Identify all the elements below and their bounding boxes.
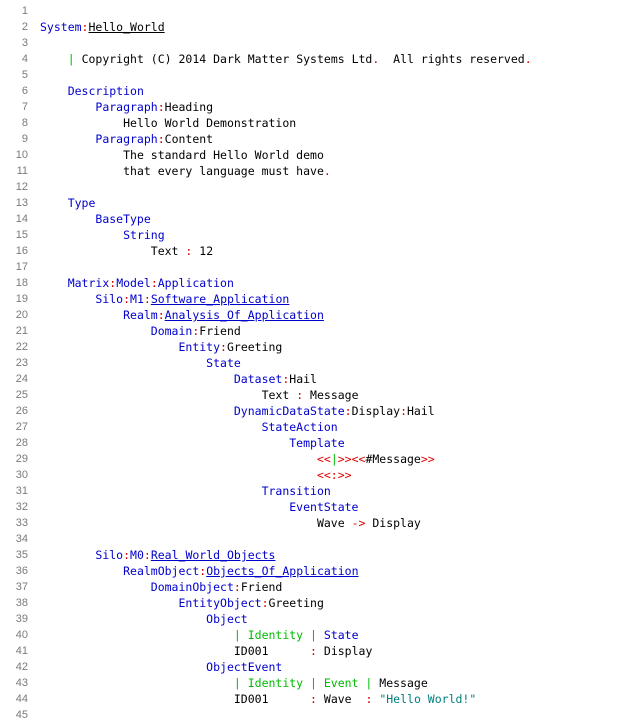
line-number: 23	[15, 357, 28, 369]
code-line[interactable]	[40, 659, 617, 675]
code-token: All rights reserved	[379, 52, 525, 66]
code-token: :	[282, 372, 290, 386]
code-line[interactable]	[40, 371, 617, 387]
code-line[interactable]	[40, 51, 617, 67]
line-number: 1	[21, 5, 28, 17]
code-token	[40, 132, 95, 146]
code-line[interactable]	[40, 3, 617, 19]
code-line[interactable]	[40, 163, 617, 179]
code-token	[40, 116, 123, 130]
code-area[interactable]	[40, 3, 617, 723]
code-token: Hail	[407, 404, 435, 418]
code-token	[40, 356, 206, 370]
code-token: M1	[130, 292, 144, 306]
code-token	[40, 660, 206, 674]
code-token: M0	[130, 548, 144, 562]
code-token: #Message	[365, 452, 421, 466]
code-token: Silo	[95, 292, 124, 306]
code-token: Display	[316, 644, 373, 658]
code-line[interactable]	[40, 115, 617, 131]
code-token	[40, 52, 68, 66]
line-number: 21	[15, 325, 28, 337]
code-token: The standard Hello World demo	[123, 148, 324, 162]
code-line[interactable]	[40, 35, 617, 51]
line-number: 33	[15, 517, 28, 529]
code-token	[40, 372, 234, 386]
line-number: 31	[15, 485, 28, 497]
code-token: :	[261, 596, 269, 610]
code-token: Wave	[316, 516, 352, 530]
code-token: Greeting	[226, 340, 283, 354]
code-line[interactable]	[40, 531, 617, 547]
line-number: 18	[15, 277, 28, 289]
code-token: :	[220, 340, 227, 354]
code-token: :	[109, 276, 117, 290]
code-token	[40, 676, 234, 690]
line-number: 14	[15, 213, 28, 225]
code-token: Display	[365, 516, 421, 530]
code-line[interactable]	[40, 83, 617, 99]
code-line[interactable]	[40, 291, 617, 307]
code-token: Software_Application	[150, 292, 290, 306]
line-number: 38	[15, 597, 28, 609]
code-token	[40, 596, 178, 610]
code-line[interactable]	[40, 195, 617, 211]
code-token	[40, 388, 262, 402]
line-number: 24	[15, 373, 28, 385]
line-number: 17	[15, 261, 28, 273]
code-token	[40, 308, 123, 322]
code-token: Type	[67, 196, 96, 210]
code-token: :	[185, 244, 193, 258]
line-number: 35	[15, 549, 28, 561]
line-number: 4	[21, 53, 28, 65]
code-token: ID001	[233, 692, 311, 706]
line-number: 41	[15, 645, 28, 657]
code-token: DynamicDataState	[233, 404, 345, 418]
code-line[interactable]	[40, 67, 617, 83]
code-line[interactable]	[40, 387, 617, 403]
code-token	[40, 628, 234, 642]
code-token	[40, 484, 262, 498]
line-number: 37	[15, 581, 28, 593]
code-token	[40, 340, 178, 354]
code-token	[40, 196, 68, 210]
code-token: :	[365, 692, 373, 706]
code-token: :	[150, 276, 158, 290]
code-token: Template	[289, 436, 345, 450]
code-token: :	[400, 404, 407, 418]
code-line[interactable]	[40, 275, 617, 291]
code-token	[40, 228, 123, 242]
code-token: Paragraph	[95, 100, 158, 114]
code-token	[40, 452, 317, 466]
code-line[interactable]	[40, 211, 617, 227]
code-token	[40, 692, 234, 706]
line-number: 13	[15, 197, 28, 209]
code-line[interactable]	[40, 627, 617, 643]
code-token: State	[206, 356, 241, 370]
code-token: Matrix	[67, 276, 110, 290]
code-token: BaseType	[95, 212, 151, 226]
code-token: Heading	[164, 100, 214, 114]
code-token: EntityObject	[178, 596, 262, 610]
code-token: Hello World Demonstration	[123, 116, 297, 130]
code-token	[40, 148, 123, 162]
code-token	[40, 164, 123, 178]
code-token	[40, 548, 95, 562]
code-token: Transition	[261, 484, 331, 498]
code-token	[40, 644, 234, 658]
code-line[interactable]	[40, 307, 617, 323]
code-token: :	[192, 324, 200, 338]
code-token: :	[143, 548, 151, 562]
line-number: 3	[21, 37, 28, 49]
code-token: String	[123, 228, 165, 242]
code-token	[40, 292, 95, 306]
code-token: Model	[116, 276, 151, 290]
code-token: :	[157, 308, 165, 322]
line-number: 7	[21, 101, 28, 113]
line-number: 10	[15, 149, 28, 161]
code-token: Analysis_Of_Application	[164, 308, 324, 322]
code-line[interactable]	[40, 339, 617, 355]
code-token	[40, 212, 95, 226]
code-token: Object	[206, 612, 248, 626]
code-token: :	[123, 292, 131, 306]
code-token: Realm	[123, 308, 158, 322]
line-number: 2	[21, 21, 28, 33]
line-number: 16	[15, 245, 28, 257]
code-token	[40, 580, 151, 594]
code-line[interactable]	[40, 131, 617, 147]
code-token: >>	[420, 452, 435, 466]
code-token: Text	[261, 388, 297, 402]
code-token: Friend	[240, 580, 283, 594]
code-token: RealmObject	[123, 564, 200, 578]
code-token: :	[157, 132, 165, 146]
code-token	[40, 404, 234, 418]
code-token: Wave	[316, 692, 366, 706]
code-token: ObjectEvent	[206, 660, 283, 674]
code-token: Objects_Of_Application	[206, 564, 359, 578]
code-token: State	[316, 628, 359, 642]
line-number: 45	[15, 709, 28, 721]
code-token: <<	[316, 452, 331, 466]
line-number: 39	[15, 613, 28, 625]
code-line[interactable]	[40, 243, 617, 259]
code-line[interactable]	[40, 323, 617, 339]
code-token: Silo	[95, 548, 124, 562]
code-line[interactable]	[40, 355, 617, 371]
line-number: 27	[15, 421, 28, 433]
line-number: 36	[15, 565, 28, 577]
code-line[interactable]	[40, 595, 617, 611]
code-token: StateAction	[261, 420, 338, 434]
code-token: | Identity |	[233, 628, 317, 642]
line-number: 40	[15, 629, 28, 641]
code-token: :	[233, 580, 241, 594]
code-token: Message	[303, 388, 359, 402]
line-number: 8	[21, 117, 28, 129]
line-number: 28	[15, 437, 28, 449]
code-token: :	[344, 404, 352, 418]
code-token: :	[81, 20, 89, 34]
code-token: <<:>>	[316, 468, 352, 482]
code-token: "Hello World!"	[379, 692, 477, 706]
code-token: Hail	[289, 372, 317, 386]
code-token: Greeting	[268, 596, 324, 610]
code-token: :	[310, 692, 317, 706]
line-number: 11	[16, 165, 28, 177]
line-number: 6	[21, 85, 28, 97]
code-token: :	[310, 644, 317, 658]
code-token: Message	[372, 676, 428, 690]
code-line[interactable]	[40, 515, 617, 531]
code-token	[40, 420, 262, 434]
line-number: 20	[15, 309, 28, 321]
line-number: 34	[15, 533, 28, 545]
code-token: | Identity | Event |	[233, 676, 373, 690]
code-token: Paragraph	[95, 132, 158, 146]
code-token: .	[372, 52, 380, 66]
code-line[interactable]	[40, 707, 617, 723]
line-number: 44	[15, 693, 28, 705]
code-token	[40, 84, 68, 98]
line-number: 32	[15, 501, 28, 513]
code-token	[40, 612, 206, 626]
code-line[interactable]	[40, 499, 617, 515]
code-line[interactable]	[40, 435, 617, 451]
code-token: :	[157, 100, 165, 114]
code-token: ->	[351, 516, 366, 530]
code-token: EventState	[289, 500, 359, 514]
code-token	[40, 244, 151, 258]
line-number: 42	[15, 661, 28, 673]
code-line[interactable]	[40, 99, 617, 115]
code-token: Copyright (C) 2014 Dark Matter Systems Ltd	[74, 52, 373, 66]
code-token: :	[296, 388, 304, 402]
code-token: System	[40, 20, 82, 34]
code-token: :	[123, 548, 131, 562]
code-token: :	[143, 292, 151, 306]
code-line[interactable]	[40, 547, 617, 563]
code-line[interactable]	[40, 227, 617, 243]
line-number: 15	[15, 229, 28, 241]
code-line[interactable]	[40, 467, 617, 483]
code-line[interactable]	[40, 451, 617, 467]
code-line[interactable]	[40, 579, 617, 595]
line-number: 26	[15, 405, 28, 417]
code-line[interactable]	[40, 419, 617, 435]
code-token: |	[330, 452, 338, 466]
code-line[interactable]	[40, 691, 617, 707]
code-token	[40, 436, 289, 450]
code-token: Friend	[199, 324, 241, 338]
code-token: Text	[150, 244, 186, 258]
code-line[interactable]	[40, 483, 617, 499]
line-number: 5	[21, 69, 28, 81]
code-token: Domain	[150, 324, 193, 338]
code-token: 12	[192, 244, 214, 258]
line-number: 29	[15, 453, 28, 465]
code-token: >><<	[337, 452, 366, 466]
code-token: Entity	[178, 340, 221, 354]
code-token: .	[323, 164, 331, 178]
line-number: 19	[15, 293, 28, 305]
code-line[interactable]	[40, 563, 617, 579]
line-number: 12	[15, 181, 28, 193]
code-line[interactable]	[40, 403, 617, 419]
code-token: Display	[351, 404, 401, 418]
code-token	[40, 468, 317, 482]
code-token: Description	[67, 84, 144, 98]
code-token: Application	[157, 276, 234, 290]
code-line[interactable]	[40, 611, 617, 627]
line-number-gutter	[0, 3, 28, 723]
code-token: |	[67, 52, 75, 66]
line-number: 25	[15, 389, 28, 401]
line-number: 43	[15, 677, 28, 689]
code-line[interactable]	[40, 179, 617, 195]
line-number: 22	[15, 341, 28, 353]
code-token: .	[524, 52, 532, 66]
code-token: Content	[164, 132, 214, 146]
code-line[interactable]	[40, 675, 617, 691]
code-token: Real_World_Objects	[150, 548, 276, 562]
code-token	[40, 276, 68, 290]
code-token: ID001	[233, 644, 311, 658]
line-number: 30	[15, 469, 28, 481]
code-line[interactable]	[40, 147, 617, 163]
code-token	[40, 564, 123, 578]
code-token	[40, 500, 289, 514]
code-token: Hello_World	[88, 20, 165, 34]
code-token	[40, 324, 151, 338]
code-token: :	[199, 564, 207, 578]
code-line[interactable]	[40, 259, 617, 275]
code-token: DomainObject	[150, 580, 234, 594]
line-number: 9	[21, 133, 28, 145]
code-line[interactable]	[40, 643, 617, 659]
code-token: that every language must have	[123, 164, 324, 178]
code-token: Dataset	[233, 372, 283, 386]
code-token	[40, 516, 317, 530]
code-token	[40, 100, 95, 114]
code-line[interactable]	[40, 19, 617, 35]
